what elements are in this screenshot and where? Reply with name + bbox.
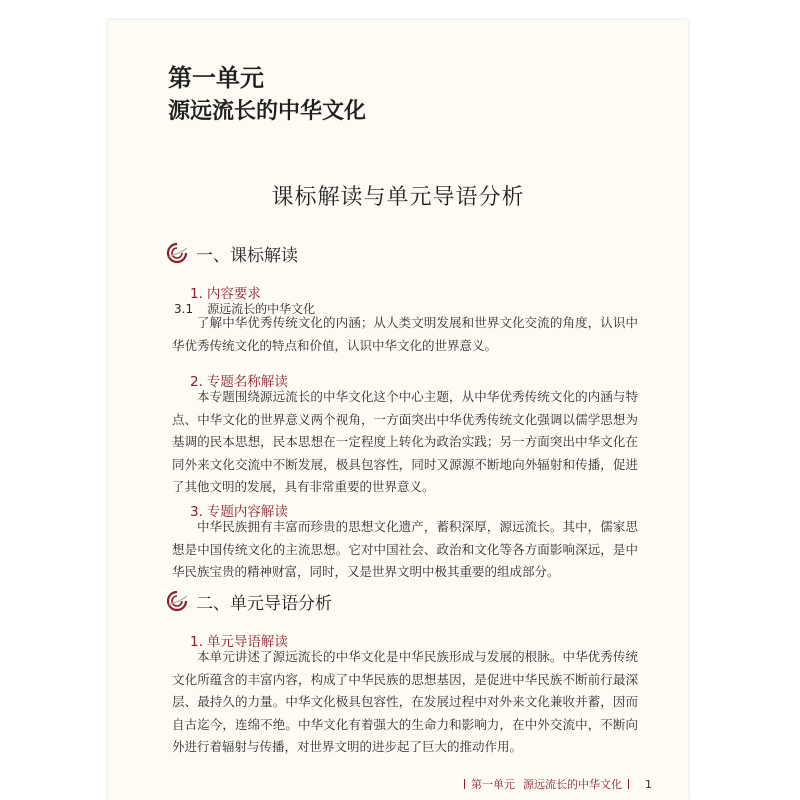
unit-title: 第一单元 — [168, 64, 264, 92]
section-heading-1 — [166, 240, 298, 266]
subheading-topic-content: 3. 专题内容解读 — [190, 504, 288, 520]
subheading-unit-intro: 1. 单元导语解读 — [190, 634, 288, 650]
subheading-topic-name: 2. 专题名称解读 — [190, 374, 288, 390]
footer-title: 源远流长的中华文化 — [523, 778, 622, 791]
main-heading: 课标解读与单元导语分析 — [271, 185, 525, 210]
standard-line: 3.1 源远流长的中华文化 — [174, 302, 316, 316]
section-heading-1-text: 一、课标解读 — [196, 245, 298, 266]
book-page — [108, 20, 688, 800]
footer-divider — [628, 779, 629, 789]
footer-unit: 第一单元 — [471, 778, 515, 791]
swirl-emblem-icon — [166, 590, 188, 612]
page-footer — [458, 776, 652, 792]
paragraph-content-requirements: 了解中华优秀传统文化的内涵；从人类文明发展和世界文化交流的角度，认识中华优秀传统文化的特点和价值，认识中华文化的世界意义。 — [172, 315, 638, 353]
subheading-content-requirements: 1. 内容要求 — [190, 286, 261, 302]
paragraph-topic-name: 本专题围绕源远流长的中华文化这个中心主题，从中华优秀传统文化的内涵与特点、中华文化的世界意义两个视角，一方面突出中华优秀传统文化强调以儒学思想为基调的民本思想，民本思想在一定程度上转化为政治实践；另一方面突出中华文化在同外来文化交流中不断发展，极具包容性，同时又源源不断地向外辐射和传播，促进了其他文明的发展，具有非常重要的世界意义。 — [172, 389, 638, 494]
swirl-emblem-icon — [166, 242, 188, 264]
page-number: 1 — [645, 777, 652, 791]
paragraph-unit-intro: 本单元讲述了源远流长的中华文化是中华民族形成与发展的根脉。中华优秀传统文化所蕴含的丰富内容，构成了中华民族的思想基因，是促进中华民族不断前行最深层、最持久的力量。中华文化极具包容性，在发展过程中对外来文化兼收并蓄，因而自古迄今，连绵不绝。中华文化有着强大的生命力和影响力，在中外交流中，不断向外进行着辐射与传播，对世界文明的进步起了巨大的推动作用。 — [172, 649, 638, 754]
unit-subtitle: 源远流长的中华文化 — [168, 99, 367, 124]
section-heading-2 — [166, 588, 332, 614]
section-heading-2-text: 二、单元导语分析 — [196, 593, 332, 614]
paragraph-topic-content: 中华民族拥有丰富而珍贵的思想文化遗产，蓄积深厚，源远流长。其中，儒家思想是中国传统文化的主流思想。它对中国社会、政治和文化等各方面影响深远，是中华民族宝贵的精神财富，同时，又是世界文明中极其重要的组成部分。 — [172, 519, 638, 579]
footer-divider — [464, 779, 465, 789]
